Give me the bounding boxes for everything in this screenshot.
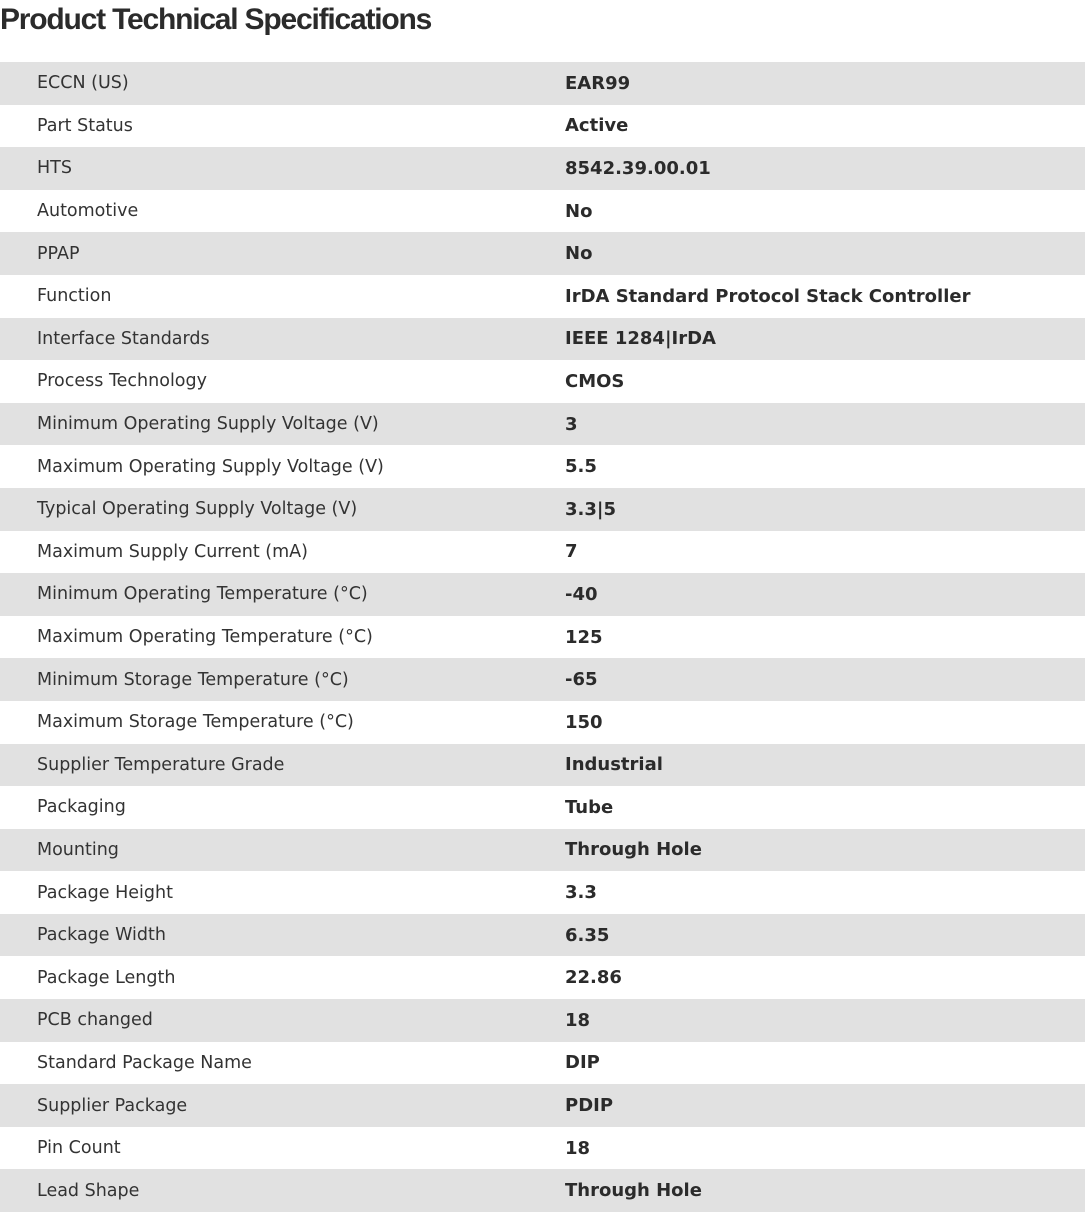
spec-row [0,531,1085,574]
spec-row [0,616,1085,659]
spec-value: 5.5 [565,456,597,478]
spec-row [0,445,1085,488]
spec-row [0,871,1085,914]
spec-value: 3.3 [565,882,597,904]
spec-row [0,658,1085,701]
specifications-table [0,62,1085,1212]
spec-label: HTS [0,147,565,190]
spec-value: 150 [565,711,603,733]
spec-value: PDIP [565,1084,1085,1127]
spec-label: Maximum Storage Temperature (°C) [37,712,354,733]
spec-row [0,360,1085,403]
spec-row [0,105,1085,148]
spec-value: 3.3|5 [565,488,1085,531]
spec-value: 8542.39.00.01 [565,147,1085,190]
spec-label: Packaging [37,797,126,818]
spec-label: Interface Standards [0,318,565,361]
spec-value: CMOS [565,370,625,392]
spec-row [0,147,1085,190]
spec-label: Typical Operating Supply Voltage (V) [0,488,565,531]
spec-value: Active [565,115,629,137]
spec-value: IrDA Standard Protocol Stack Controller [565,285,971,307]
spec-row [0,786,1085,829]
spec-label: Package Width [0,914,565,957]
spec-value: Industrial [565,744,1085,787]
spec-value: Through Hole [565,1169,1085,1212]
spec-row [0,999,1085,1042]
spec-row [0,1042,1085,1085]
spec-label: Pin Count [37,1138,121,1159]
spec-row [0,914,1085,957]
spec-value: 125 [565,626,603,648]
spec-row [0,232,1085,275]
spec-label: Part Status [37,115,133,136]
spec-label: Maximum Operating Supply Voltage (V) [37,456,384,477]
spec-value: 22.86 [565,967,622,989]
spec-label: Package Length [37,967,176,988]
spec-row [0,275,1085,318]
spec-value: 7 [565,541,578,563]
spec-label: Lead Shape [0,1169,565,1212]
spec-value: 18 [565,999,1085,1042]
spec-label: Maximum Operating Temperature (°C) [37,627,373,648]
spec-value: DIP [565,1052,600,1074]
spec-label: PPAP [0,232,565,275]
spec-row [0,573,1085,616]
spec-row [0,1127,1085,1170]
spec-row [0,701,1085,744]
spec-label: Minimum Operating Temperature (°C) [0,573,565,616]
spec-value: -40 [565,573,1085,616]
spec-value: -65 [565,658,1085,701]
spec-label: PCB changed [0,999,565,1042]
spec-value: 6.35 [565,914,1085,957]
spec-label: Maximum Supply Current (mA) [37,541,308,562]
spec-label: Standard Package Name [37,1052,252,1073]
spec-label: ECCN (US) [0,62,565,105]
spec-value: No [565,200,593,222]
spec-label: Minimum Storage Temperature (°C) [0,658,565,701]
spec-row [0,62,1085,105]
spec-row [0,318,1085,361]
spec-row [0,403,1085,446]
spec-value: No [565,232,1085,275]
spec-row [0,1169,1085,1212]
spec-row [0,829,1085,872]
spec-label: Supplier Package [0,1084,565,1127]
spec-value: EAR99 [565,62,1085,105]
spec-row [0,1084,1085,1127]
spec-row [0,956,1085,999]
spec-value: IEEE 1284|IrDA [565,318,1085,361]
specifications-table-body [0,62,1085,1212]
spec-row [0,190,1085,233]
spec-label: Supplier Temperature Grade [0,744,565,787]
spec-label: Minimum Operating Supply Voltage (V) [0,403,565,446]
page-title: Product Technical Specifications [0,3,432,36]
spec-label: Automotive [37,201,139,222]
spec-value: 3 [565,403,1085,446]
spec-row [0,744,1085,787]
spec-label: Function [37,286,112,307]
spec-row [0,488,1085,531]
spec-label: Mounting [0,829,565,872]
spec-value: Through Hole [565,829,1085,872]
spec-value: 18 [565,1137,591,1159]
spec-value: Tube [565,796,614,818]
spec-label: Process Technology [37,371,207,392]
spec-label: Package Height [37,882,173,903]
